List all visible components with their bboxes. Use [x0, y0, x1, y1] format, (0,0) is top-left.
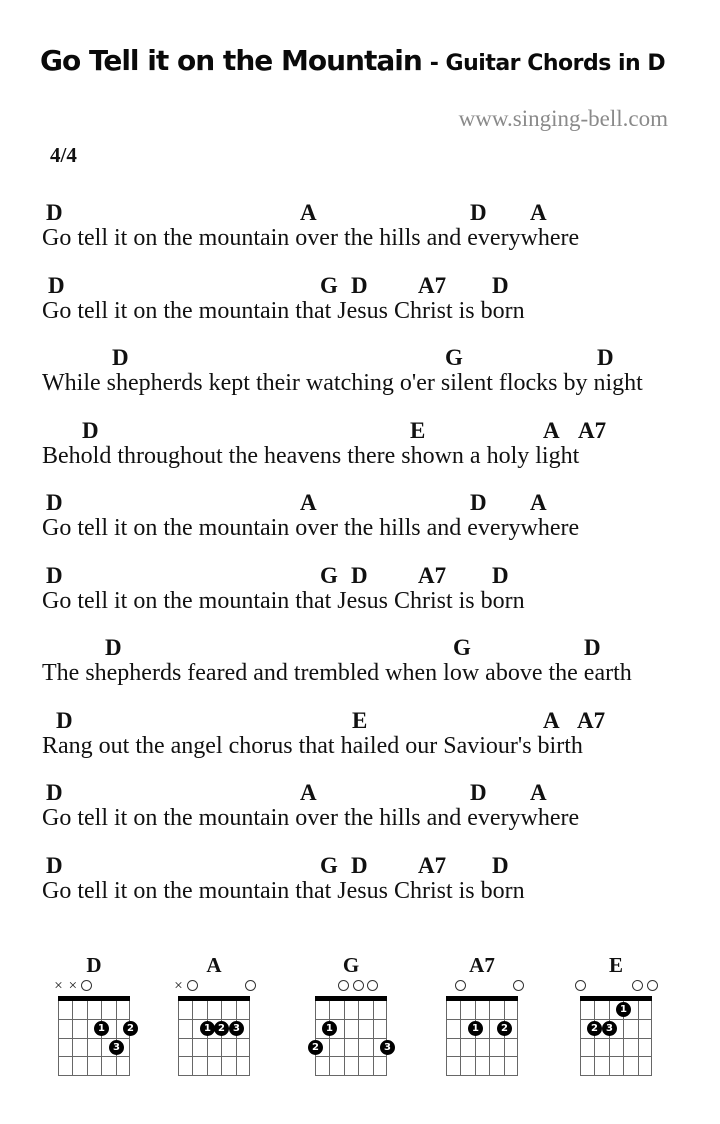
chord-symbol: D: [492, 273, 509, 298]
chord-symbol: D: [46, 853, 63, 878]
chord-symbol: G: [320, 273, 338, 298]
fret-line: [580, 1056, 652, 1057]
chord-diagram-label: E: [608, 953, 623, 977]
chord-symbol: D: [597, 345, 614, 370]
lyric-text: Go tell it on the mountain that Jesus Christ is born: [42, 588, 525, 614]
open-string-icon: [513, 980, 524, 991]
chord-diagram-label: D: [86, 953, 102, 977]
chord-symbol: A: [530, 490, 547, 515]
chord-symbol: A7: [418, 563, 447, 588]
chord-symbol: A: [543, 418, 560, 443]
lyric-text: Behold throughout the heavens there shown a holy light: [42, 443, 580, 469]
fretboard-grid: [58, 1001, 134, 1076]
fret-line: [178, 1038, 250, 1039]
chord-diagram-g: [312, 953, 391, 1078]
chord-symbol: A7: [578, 418, 607, 443]
chord-symbol: G: [445, 345, 463, 370]
chord-symbol: A7: [418, 853, 447, 878]
chord-diagram-label: A7: [469, 953, 495, 977]
time-signature: 4/4: [50, 143, 77, 167]
open-string-icon: [81, 980, 92, 991]
open-string-icon: [367, 980, 378, 991]
fret-line: [580, 1075, 652, 1076]
finger-dot: 2: [308, 1040, 323, 1055]
chord-diagram-a7: [446, 953, 518, 1078]
muted-string-icon: ×: [174, 978, 183, 994]
fret-line: [315, 1075, 387, 1076]
finger-dot: 1: [468, 1021, 483, 1036]
chord-symbol: E: [352, 708, 368, 733]
open-string-icon: [338, 980, 349, 991]
chord-symbol: D: [470, 200, 487, 225]
muted-string-icon: ×: [54, 978, 63, 994]
chord-diagram-e: [580, 953, 652, 1078]
chord-symbol: A: [300, 200, 317, 225]
fret-line: [446, 1056, 518, 1057]
lyric-text: The shepherds feared and trembled when low above the earth: [42, 660, 632, 686]
finger-dot: 3: [109, 1040, 124, 1055]
chord-symbol: A: [300, 490, 317, 515]
lyric-text: Go tell it on the mountain that Jesus Christ is born: [42, 878, 525, 904]
fret-line: [178, 1075, 250, 1076]
finger-dot: 1: [200, 1021, 215, 1036]
chord-symbol: G: [320, 853, 338, 878]
chord-symbol: D: [46, 200, 63, 225]
chord-symbol: A7: [418, 273, 447, 298]
chord-symbol: D: [48, 273, 65, 298]
fretboard-grid: [446, 1001, 518, 1076]
fret-line: [446, 1038, 518, 1039]
chord-symbol: D: [46, 490, 63, 515]
finger-dot: 2: [123, 1021, 138, 1036]
chord-symbol: D: [112, 345, 129, 370]
lyric-text: Go tell it on the mountain over the hills and everywhere: [42, 225, 580, 251]
finger-dot: 2: [497, 1021, 512, 1036]
chord-symbol: G: [320, 563, 338, 588]
open-string-icon: [245, 980, 256, 991]
chord-symbol: E: [410, 418, 426, 443]
muted-string-icon: ×: [68, 978, 78, 994]
chord-symbol: A: [530, 200, 547, 225]
chord-symbol: D: [470, 780, 487, 805]
fret-line: [178, 1056, 250, 1057]
fretboard-grid: [580, 1001, 652, 1076]
fret-line: [446, 1019, 518, 1020]
chord-symbol: A: [530, 780, 547, 805]
chord-symbol: D: [351, 853, 368, 878]
open-string-icon: [575, 980, 586, 991]
finger-dot: 2: [587, 1021, 602, 1036]
chord-diagram-a: [174, 953, 250, 1078]
fret-line: [580, 1038, 652, 1039]
fret-line: [315, 1056, 387, 1057]
chord-diagram-label: A: [206, 953, 222, 977]
lyric-text: Go tell it on the mountain over the hills and everywhere: [42, 515, 580, 541]
lyric-text: Go tell it on the mountain over the hills and everywhere: [42, 805, 580, 831]
chord-symbol: D: [584, 635, 601, 660]
chord-symbol: D: [56, 708, 73, 733]
chord-symbol: D: [470, 490, 487, 515]
fret-line: [178, 1019, 250, 1020]
fret-line: [58, 1038, 130, 1039]
finger-dot: 3: [229, 1021, 244, 1036]
open-string-icon: [187, 980, 198, 991]
fret-line: [580, 1019, 652, 1020]
finger-dot: 1: [616, 1002, 631, 1017]
open-string-icon: [455, 980, 466, 991]
fretboard-grid: [178, 1001, 250, 1076]
lyric-text: Go tell it on the mountain that Jesus Christ is born: [42, 298, 525, 324]
website-link[interactable]: www.singing-bell.com: [458, 106, 668, 131]
finger-dot: 1: [94, 1021, 109, 1036]
song-title: Go Tell it on the Mountain: [40, 44, 422, 77]
chord-symbol: A7: [577, 708, 606, 733]
fret-line: [58, 1019, 130, 1020]
open-string-icon: [647, 980, 658, 991]
chord-symbol: D: [492, 853, 509, 878]
lyric-text: Rang out the angel chorus that hailed our Saviour's birth: [42, 733, 583, 759]
fret-line: [315, 1038, 387, 1039]
chord-symbol: D: [46, 563, 63, 588]
chord-diagram-d: [54, 953, 134, 1078]
chord-symbol: G: [453, 635, 471, 660]
chord-symbol: D: [351, 273, 368, 298]
chord-symbol: D: [492, 563, 509, 588]
chord-diagram-label: G: [342, 953, 360, 977]
chord-symbol: D: [82, 418, 99, 443]
title-subtitle: - Guitar Chords in D: [429, 51, 666, 76]
open-string-icon: [632, 980, 643, 991]
fret-line: [315, 1019, 387, 1020]
fret-line: [58, 1075, 130, 1076]
finger-dot: 1: [322, 1021, 337, 1036]
finger-dot: 2: [214, 1021, 229, 1036]
fret-line: [446, 1075, 518, 1076]
chord-symbol: A: [300, 780, 317, 805]
open-string-icon: [353, 980, 364, 991]
chord-symbol: D: [105, 635, 122, 660]
chord-symbol: A: [543, 708, 560, 733]
fretboard-grid: [312, 1001, 391, 1076]
lyric-text: While shepherds kept their watching o'er silent flocks by night: [42, 370, 643, 396]
chord-symbol: D: [46, 780, 63, 805]
finger-dot: 3: [380, 1040, 395, 1055]
chord-symbol: D: [351, 563, 368, 588]
finger-dot: 3: [602, 1021, 617, 1036]
fret-line: [58, 1056, 130, 1057]
